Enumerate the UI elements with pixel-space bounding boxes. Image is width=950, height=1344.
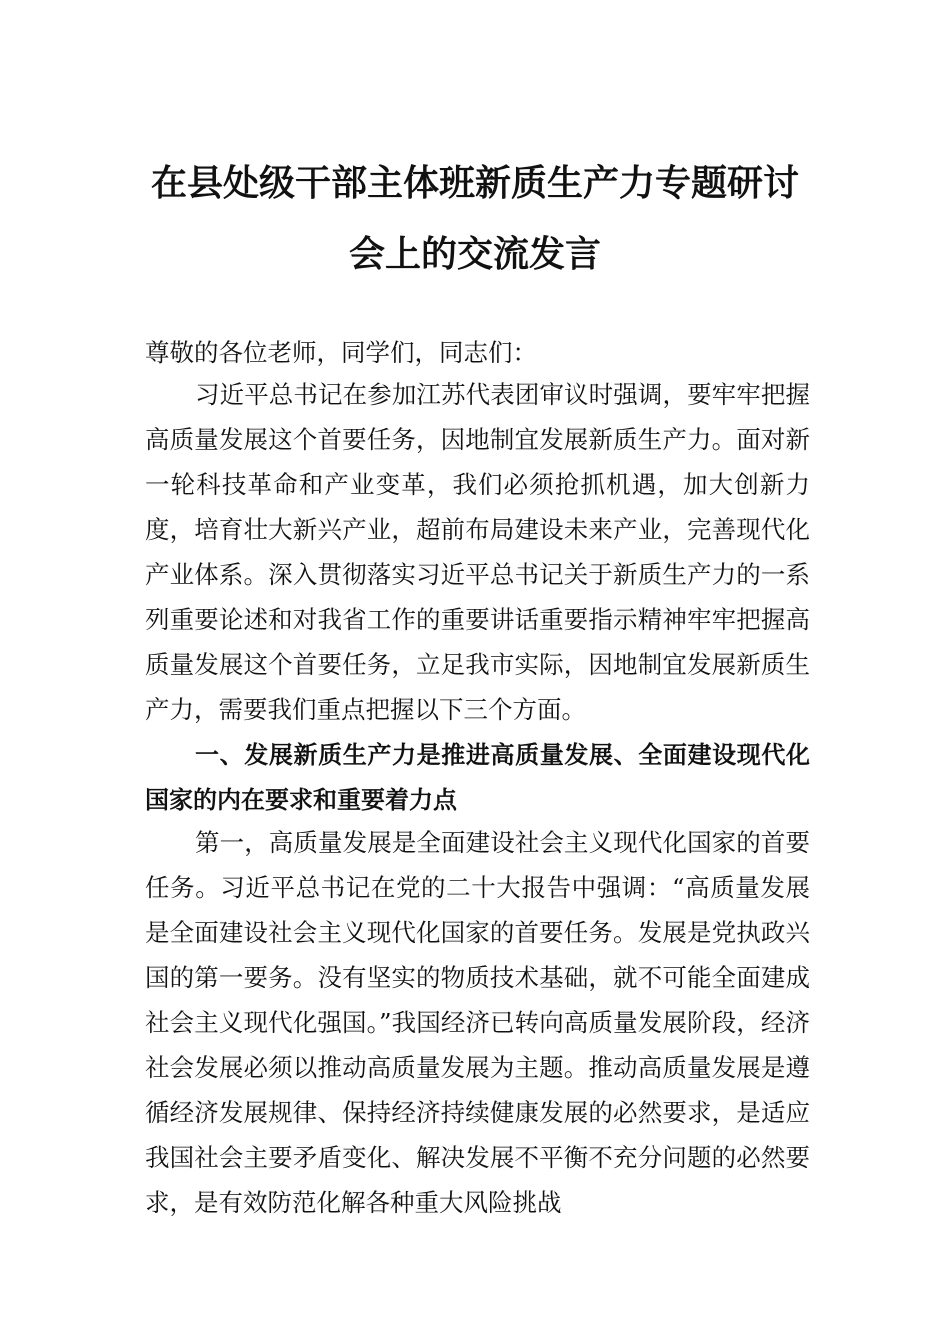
paragraph-intro: 习近平总书记在参加江苏代表团审议时强调，要牢牢把握高质量发展这个首要任务，因地制宜发展新质生产力。面对新一轮科技革命和产业变革，我们必须抢抓机遇，加大创新力度，培育壮大新兴产业，超前布局建设未来产业，完善现代化产业体系。深入贯彻落实习近平总书记关于新质生产力的一系列重要论述和对我省工作的重要讲话重要指示精神牢牢把握高质量发展这个首要任务，立足我市实际，因地制宜发展新质生产力，需要我们重点把握以下三个方面。 xyxy=(145,380,810,724)
paragraph-first-point: 第一，高质量发展是全面建设社会主义现代化国家的首要任务。习近平总书记在党的二十大报告中强调：“高质量发展是全面建设社会主义现代化国家的首要任务。发展是党执政兴国的第一要务。没有坚实的物质技术基础，就不可能全面建成社会主义现代化强国。”我国经济已转向高质量发展阶段，经济社会发展必须以推动高质量发展为主题。推动高质量发展是遵循经济发展规律、保持经济持续健康发展的必然要求，是适应我国社会主要矛盾变化、解决发展不平衡不充分问题的必然要求，是有效防范化解各种重大风险挑战 xyxy=(145,828,810,1217)
document-title-line-2: 会上的交流发言 xyxy=(348,233,601,275)
greeting: 尊敬的各位老师，同学们，同志们： xyxy=(145,338,537,367)
document-title-line-1: 在县处级干部主体班新质生产力专题研讨 xyxy=(150,162,799,204)
section-heading-1: 一、发展新质生产力是推进高质量发展、全面建设现代化国家的内在要求和重要着力点 xyxy=(145,741,810,814)
